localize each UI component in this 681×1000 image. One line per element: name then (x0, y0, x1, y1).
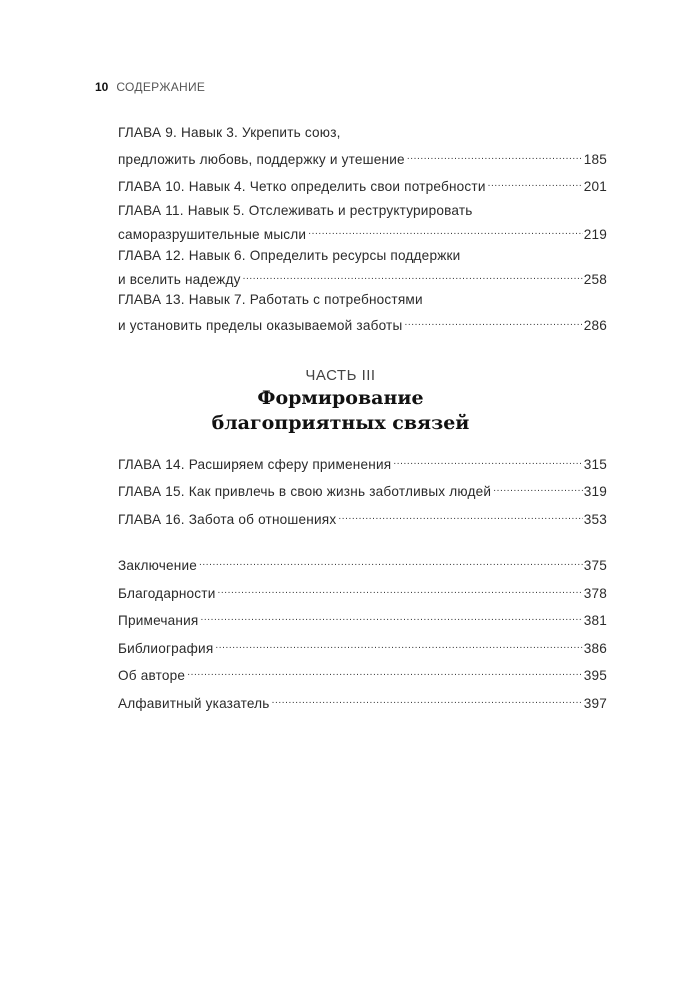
toc-entry[interactable] (118, 662, 607, 685)
toc-entry[interactable] (118, 506, 607, 529)
part-title (0, 386, 681, 436)
toc-entry[interactable] (118, 291, 607, 335)
leader-dots (336, 506, 582, 524)
leader-dots (405, 146, 583, 164)
entry-title: Библиография (118, 641, 214, 656)
toc-entry[interactable] (118, 580, 607, 603)
entry-page: 397 (583, 696, 607, 711)
entry-title: и вселить надежду (118, 272, 241, 287)
entry-page: 315 (583, 457, 607, 472)
part-label: ЧАСТЬ III (305, 367, 376, 384)
entry-title: ГЛАВА 9. Навык 3. Укрепить союз, (118, 125, 341, 140)
toc-entry[interactable] (118, 478, 607, 501)
entry-title: Алфавитный указатель (118, 696, 270, 711)
entry-title: Примечания (118, 613, 199, 628)
leader-dots (197, 552, 583, 570)
entry-title: ГЛАВА 11. Навык 5. Отслеживать и реструктурировать (118, 203, 473, 218)
entry-title: ГЛАВА 16. Забота об отношениях (118, 512, 337, 527)
toc-entry[interactable] (118, 635, 607, 658)
entry-page: 378 (583, 586, 607, 601)
leader-dots (486, 173, 583, 191)
entry-title: ГЛАВА 15. Как привлечь в свою жизнь заботливых людей (118, 484, 492, 499)
entry-title: ГЛАВА 10. Навык 4. Четко определить свои потребности (118, 179, 486, 194)
toc-entry[interactable] (118, 202, 607, 244)
entry-title: ГЛАВА 13. Навык 7. Работать с потребностями (118, 292, 423, 307)
toc-entry[interactable] (118, 690, 607, 713)
leader-dots (216, 580, 583, 598)
entry-title: ГЛАВА 12. Навык 6. Определить ресурсы поддержки (118, 248, 461, 263)
entry-title: саморазрушительные мысли (118, 227, 307, 242)
leader-dots (402, 312, 582, 330)
entry-title: и установить пределы оказываемой заботы (118, 318, 403, 333)
leader-dots (491, 478, 583, 496)
toc-entry[interactable] (118, 173, 607, 196)
leader-dots (306, 221, 583, 239)
section-title: СОДЕРЖАНИЕ (116, 80, 206, 94)
entry-page: 201 (583, 179, 607, 194)
entry-page: 381 (583, 613, 607, 628)
entry-page: 286 (583, 318, 607, 333)
entry-page: 386 (583, 641, 607, 656)
entry-page: 353 (583, 512, 607, 527)
entry-page: 375 (583, 558, 607, 573)
entry-page: 185 (583, 152, 607, 167)
leader-dots (391, 451, 582, 469)
running-header (95, 79, 205, 95)
part-title-line: Формирование (257, 387, 424, 409)
entry-title: ГЛАВА 14. Расширяем сферу применения (118, 457, 392, 472)
toc-entry[interactable] (118, 451, 607, 474)
leader-dots (270, 690, 583, 708)
part-title-line: благоприятных связей (211, 412, 470, 434)
entry-page: 258 (583, 272, 607, 287)
entry-title: Об авторе (118, 668, 186, 683)
entry-title: предложить любовь, поддержку и утешение (118, 152, 405, 167)
entry-title: Благодарности (118, 586, 216, 601)
entry-page: 395 (583, 668, 607, 683)
leader-dots (241, 266, 583, 284)
leader-dots (185, 662, 583, 680)
toc-entry[interactable] (118, 247, 607, 289)
entry-page: 219 (583, 227, 607, 242)
page-number: 10 (95, 80, 109, 94)
entry-page: 319 (583, 484, 607, 499)
toc-entry[interactable] (118, 607, 607, 630)
entry-title: Заключение (118, 558, 198, 573)
toc-entry[interactable] (118, 124, 607, 169)
leader-dots (213, 635, 582, 653)
toc-entry[interactable] (118, 552, 607, 575)
leader-dots (198, 607, 582, 625)
